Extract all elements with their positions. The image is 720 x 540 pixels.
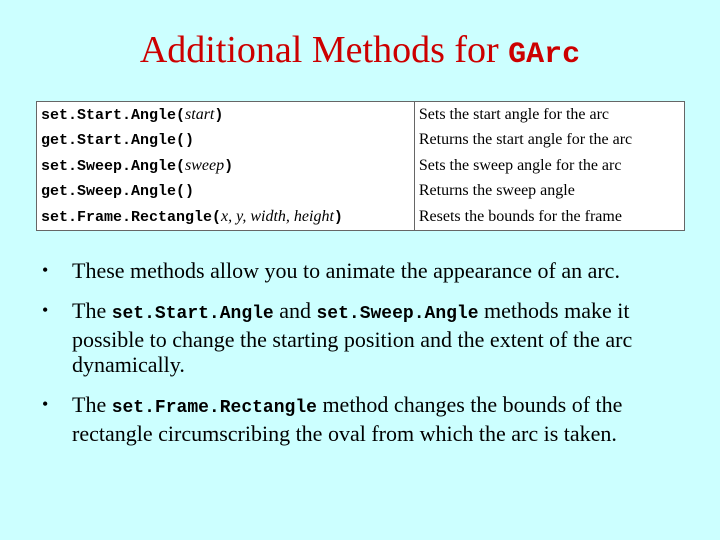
bullet-code: set.Sweep.Angle [316, 304, 479, 324]
method-name: get.Start.Angle() [41, 132, 195, 150]
table-row [37, 128, 685, 154]
method-args: start [185, 105, 215, 123]
methods-table [36, 101, 685, 231]
method-signature [37, 179, 415, 205]
method-description: Resets the bounds for the frame [418, 207, 622, 225]
method-description: Returns the sweep angle [418, 182, 575, 200]
method-name: set.Start.Angle( [41, 106, 186, 124]
bullet-code: set.Frame.Rectangle [111, 398, 317, 418]
title-code: GArc [508, 38, 581, 72]
method-close: ) [333, 208, 343, 226]
bullet-text-post: method changes the bounds of the rectangle circumscribing the oval from which the arc is taken. [72, 392, 623, 446]
bullet-marker: • [42, 300, 49, 320]
bullet-item [40, 258, 690, 283]
bullet-text: These methods allow you to animate the appearance of an arc. [72, 258, 620, 283]
bullet-marker: • [42, 260, 49, 280]
bullet-marker: • [42, 394, 49, 414]
method-signature [37, 128, 415, 154]
table-row [37, 204, 685, 230]
method-name: set.Frame.Rectangle( [41, 208, 222, 226]
method-description: Sets the sweep angle for the arc [418, 156, 622, 174]
method-signature [37, 153, 415, 179]
table-row [37, 179, 685, 205]
slide-title [0, 28, 720, 77]
bullet-text-pre: The [72, 298, 112, 323]
method-close: ) [214, 106, 224, 124]
method-description: Sets the start angle for the arc [418, 105, 610, 123]
title-text: Additional Methods for [139, 29, 509, 71]
method-close: ) [224, 157, 234, 175]
method-signature [37, 204, 415, 230]
table-row [37, 102, 685, 128]
bullet-list [40, 258, 690, 461]
table-row [37, 153, 685, 179]
method-name: get.Sweep.Angle() [41, 183, 195, 201]
method-signature [37, 102, 415, 128]
bullet-text-mid: and [273, 298, 317, 323]
bullet-item [40, 298, 690, 377]
method-args: x, y, width, height [221, 207, 334, 225]
bullet-text-post: methods make it possible to change the starting position and the extent of the arc dynamically. [72, 298, 633, 377]
method-description: Returns the start angle for the arc [418, 131, 633, 149]
bullet-item [40, 392, 690, 446]
method-name: set.Sweep.Angle( [41, 157, 186, 175]
bullet-text-pre: The [72, 392, 112, 417]
bullet-code: set.Start.Angle [111, 304, 274, 324]
method-args: sweep [185, 156, 225, 174]
